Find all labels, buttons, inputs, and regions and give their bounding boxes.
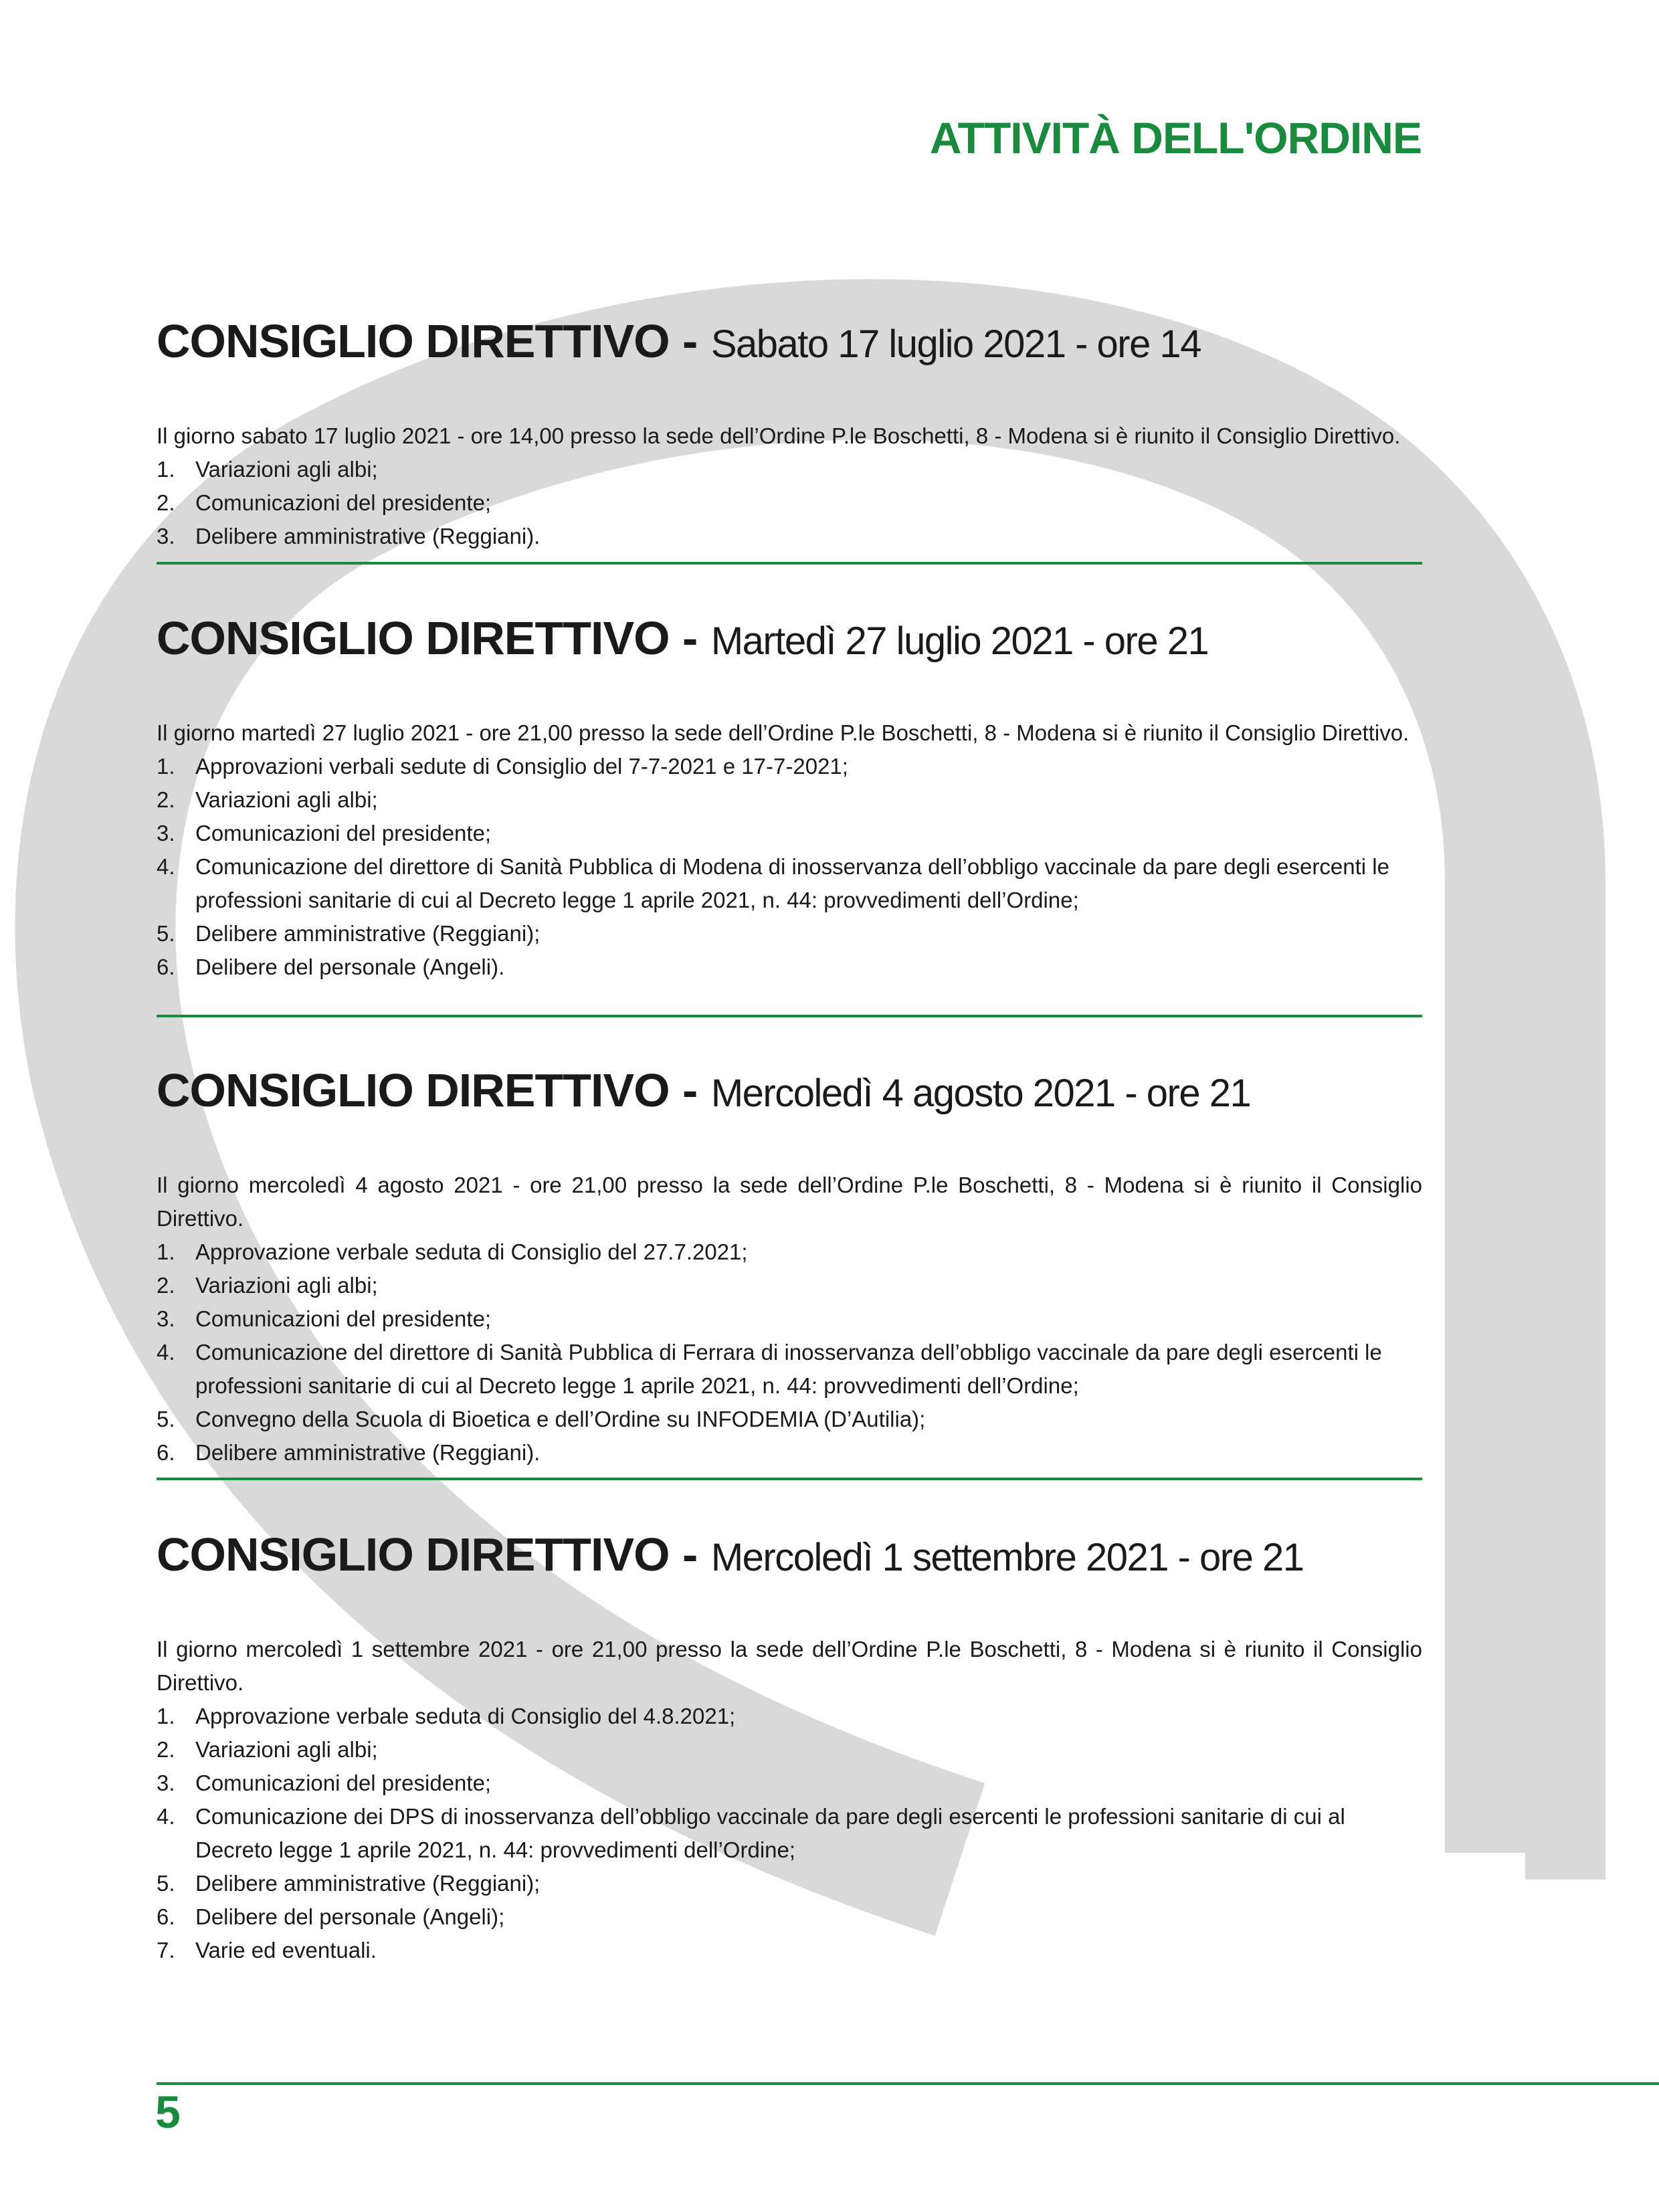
list-item-text: Approvazione verbale seduta di Consiglio del 27.7.2021;: [195, 1239, 748, 1264]
section-title: [157, 610, 1422, 670]
section-council-meeting: [157, 313, 1422, 553]
list-item-text: Comunicazione del direttore di Sanità Pubblica di Ferrara di inosservanza dell’obbligo vaccinale da pare degli esercenti le professioni sanitarie di cui al Decreto legge 1 aprile 2021, n. 44: provvedimenti dell’Ordine;: [195, 1340, 1382, 1398]
list-item: [157, 783, 1422, 817]
list-item-number: 6.: [157, 1904, 175, 1929]
section-title: [157, 1526, 1422, 1586]
section-council-meeting: [157, 1526, 1422, 1967]
agenda-list: [157, 1235, 1422, 1470]
list-item-text: Comunicazioni del presidente;: [195, 1771, 492, 1795]
section-title-date: Sabato 17 luglio 2021 - ore 14: [710, 322, 1201, 366]
list-item-text: Comunicazioni del presidente;: [195, 490, 492, 515]
list-item-text: Variazioni agli albi;: [195, 1737, 378, 1762]
list-item-text: Delibere del personale (Angeli);: [195, 1904, 505, 1929]
section-title-dash: -: [682, 612, 698, 664]
list-item-text: Delibere amministrative (Reggiani).: [195, 1440, 541, 1465]
list-item: [157, 1867, 1422, 1900]
list-item: [157, 850, 1422, 917]
section-intro: Il giorno mercoledì 1 settembre 2021 - ore 21,00 presso la sede dell’Ordine P.le Boschetti, 8 - Modena si è riunito il Consiglio Direttivo.: [157, 1637, 1422, 1695]
list-item-text: Delibere del personale (Angeli).: [195, 954, 505, 979]
section-title: [157, 313, 1422, 373]
list-item-text: Delibere amministrative (Reggiani);: [195, 1871, 541, 1896]
list-item-text: Comunicazioni del presidente;: [195, 1306, 492, 1331]
list-item: [157, 1302, 1422, 1336]
section-divider: [157, 1015, 1422, 1017]
section-title-dash: -: [682, 1528, 698, 1581]
section-divider: [157, 562, 1422, 565]
list-item: [157, 1336, 1422, 1403]
agenda-list: [157, 1700, 1422, 1967]
section-intro: Il giorno mercoledì 4 agosto 2021 - ore 21,00 presso la sede dell’Ordine P.le Boschetti, 8 - Modena si è riunito il Consiglio Direttivo.: [157, 1173, 1422, 1231]
list-item-number: 1.: [157, 1239, 175, 1264]
list-item: [157, 1403, 1422, 1436]
list-item-text: Comunicazione dei DPS di inosservanza dell’obbligo vaccinale da pare degli esercenti le professioni sanitarie di cui al Decreto legge 1 aprile 2021, n. 44: provvedimenti dell’Ordine;: [195, 1804, 1345, 1862]
agenda-list: [157, 453, 1422, 553]
list-item-text: Variazioni agli albi;: [195, 1273, 378, 1298]
list-item-number: 2.: [157, 1737, 175, 1762]
list-item: [157, 1235, 1422, 1269]
agenda-list: [157, 750, 1422, 984]
list-item: [157, 1269, 1422, 1302]
list-item-number: 3.: [157, 1306, 175, 1331]
list-item-text: Comunicazioni del presidente;: [195, 821, 492, 845]
list-item-number: 6.: [157, 1440, 175, 1465]
section-title-dash: -: [682, 1064, 698, 1116]
list-item: [157, 486, 1422, 520]
section-council-meeting: [157, 1062, 1422, 1470]
page-number: 5: [155, 2087, 181, 2138]
list-item-number: 4.: [157, 1804, 175, 1829]
list-item-text: Variazioni agli albi;: [195, 787, 378, 812]
list-item: [157, 1767, 1422, 1800]
list-item-text: Comunicazione del direttore di Sanità Pubblica di Modena di inosservanza dell’obbligo vaccinale da pare degli esercenti le professioni sanitarie di cui al Decreto legge 1 aprile 2021, n. 44: provvedimenti dell’Ordine;: [195, 854, 1389, 912]
list-item-number: 3.: [157, 1771, 175, 1795]
list-item-number: 6.: [157, 954, 175, 979]
list-item-number: 7.: [157, 1938, 175, 1963]
list-item: [157, 1900, 1422, 1934]
list-item-number: 5.: [157, 1871, 175, 1896]
list-item-number: 1.: [157, 1704, 175, 1728]
section-divider: [157, 1478, 1422, 1480]
section-title-date: Mercoledì 1 settembre 2021 - ore 21: [710, 1536, 1304, 1579]
list-item-number: 3.: [157, 821, 175, 845]
list-item-text: Varie ed eventuali.: [195, 1938, 377, 1963]
list-item-text: Delibere amministrative (Reggiani).: [195, 524, 541, 548]
list-item: [157, 1436, 1422, 1470]
list-item: [157, 1733, 1422, 1767]
section-council-meeting: [157, 610, 1422, 984]
list-item-text: Approvazioni verbali sedute di Consiglio del 7-7-2021 e 17-7-2021;: [195, 754, 848, 779]
list-item-number: 1.: [157, 457, 175, 482]
list-item-text: Delibere amministrative (Reggiani);: [195, 921, 541, 946]
list-item: [157, 917, 1422, 950]
list-item-number: 2.: [157, 787, 175, 812]
section-intro: Il giorno martedì 27 luglio 2021 - ore 21,00 presso la sede dell’Ordine P.le Boschetti, 8 - Modena si è riunito il Consiglio Direttivo.: [157, 720, 1409, 745]
list-item: [157, 1700, 1422, 1733]
list-item-number: 2.: [157, 490, 175, 515]
section-title-main: CONSIGLIO DIRETTIVO: [157, 315, 670, 367]
section-title-main: CONSIGLIO DIRETTIVO: [157, 612, 670, 664]
section-title: [157, 1062, 1422, 1122]
section-title-date: Martedì 27 luglio 2021 - ore 21: [710, 619, 1209, 663]
list-item-text: Approvazione verbale seduta di Consiglio del 4.8.2021;: [195, 1704, 736, 1728]
list-item: [157, 750, 1422, 783]
list-item: [157, 453, 1422, 486]
list-item-text: Convegno della Scuola di Bioetica e dell’Ordine su INFODEMIA (D’Autilia);: [195, 1407, 926, 1431]
list-item-number: 1.: [157, 754, 175, 779]
list-item: [157, 950, 1422, 984]
list-item: [157, 1934, 1422, 1967]
list-item: [157, 520, 1422, 553]
section-title-dash: -: [682, 315, 698, 367]
list-item-number: 4.: [157, 1340, 175, 1365]
section-intro: Il giorno sabato 17 luglio 2021 - ore 14,00 presso la sede dell’Ordine P.le Boschetti, 8 - Modena si è riunito il Consiglio Direttivo.: [157, 423, 1401, 448]
list-item-number: 3.: [157, 524, 175, 548]
list-item-number: 4.: [157, 854, 175, 879]
section-title-main: CONSIGLIO DIRETTIVO: [157, 1528, 670, 1581]
page-header-title: ATTIVITÀ DELL'ORDINE: [929, 113, 1422, 163]
list-item: [157, 817, 1422, 850]
list-item-text: Variazioni agli albi;: [195, 457, 378, 482]
list-item-number: 5.: [157, 1407, 175, 1431]
section-title-main: CONSIGLIO DIRETTIVO: [157, 1064, 670, 1116]
footer-divider: [157, 2082, 1659, 2085]
list-item-number: 5.: [157, 921, 175, 946]
section-title-date: Mercoledì 4 agosto 2021 - ore 21: [710, 1072, 1251, 1115]
list-item-number: 2.: [157, 1273, 175, 1298]
list-item: [157, 1800, 1422, 1867]
